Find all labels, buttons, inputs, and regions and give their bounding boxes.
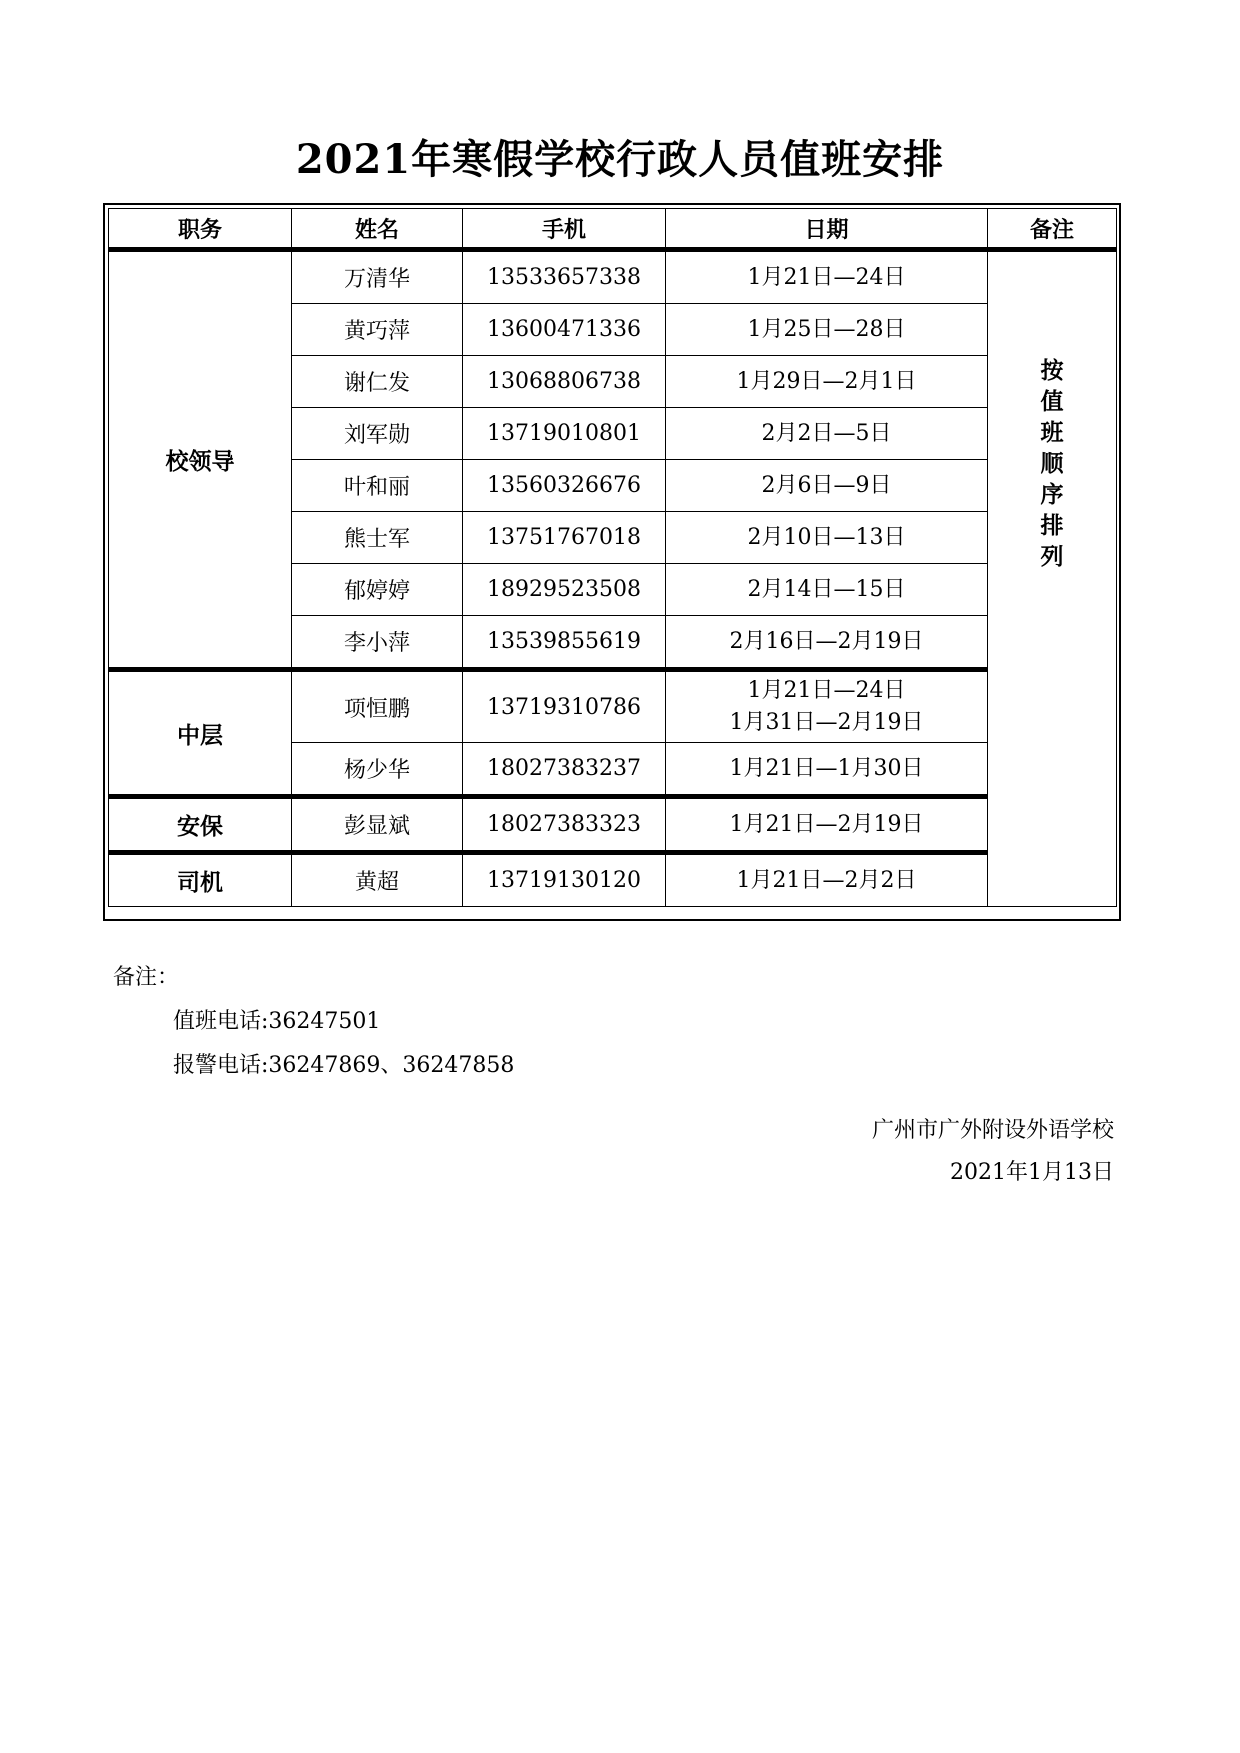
phone-cell: 18929523508 — [463, 564, 666, 616]
date-cell — [666, 250, 988, 304]
phone-cell: 13539855619 — [463, 616, 666, 670]
date-line: 2月10日—13日 — [747, 524, 906, 550]
role-cell: 安保 — [109, 797, 292, 853]
table-row — [109, 797, 1117, 853]
notes-section — [113, 956, 514, 1088]
signature-org: 广州市广外附设外语学校 — [871, 1118, 1114, 1143]
phone-cell: 13600471336 — [463, 304, 666, 356]
name-cell: 熊士军 — [292, 512, 463, 564]
date-line: 1月29日—2月1日 — [736, 368, 917, 394]
date-line: 1月21日—2月2日 — [736, 867, 917, 893]
date-cell — [666, 408, 988, 460]
name-cell: 李小萍 — [292, 616, 463, 670]
phone-cell: 13068806738 — [463, 356, 666, 408]
role-cell: 中层 — [109, 670, 292, 797]
phone-cell: 13719010801 — [463, 408, 666, 460]
name-cell: 郁婷婷 — [292, 564, 463, 616]
name-cell: 杨少华 — [292, 743, 463, 797]
date-line: 1月21日—24日 — [747, 264, 906, 290]
date-line: 2月14日—15日 — [747, 576, 906, 602]
remark-char: 列 — [1040, 543, 1064, 570]
name-cell: 刘军勋 — [292, 408, 463, 460]
phone-cell: 18027383323 — [463, 797, 666, 853]
notes-label: 备注： — [113, 965, 180, 990]
role-cell: 校领导 — [109, 250, 292, 670]
date-line: 1月21日—2月19日 — [729, 811, 924, 837]
signature-block — [872, 1110, 1114, 1194]
date-cell — [666, 853, 988, 907]
header-name: 姓名 — [292, 209, 463, 250]
role-cell: 司机 — [109, 853, 292, 907]
signature-date: 2021年1月13日 — [950, 1160, 1114, 1185]
date-cell — [666, 616, 988, 670]
table-row — [109, 250, 1117, 304]
name-cell: 彭显斌 — [292, 797, 463, 853]
date-cell — [666, 356, 988, 408]
header-phone: 手机 — [463, 209, 666, 250]
phone-cell: 13533657338 — [463, 250, 666, 304]
name-cell: 谢仁发 — [292, 356, 463, 408]
name-cell: 万清华 — [292, 250, 463, 304]
header-remark: 备注 — [988, 209, 1117, 250]
date-line: 2月16日—2月19日 — [729, 628, 924, 654]
remark-char: 顺 — [1040, 450, 1064, 477]
date-cell — [666, 304, 988, 356]
remark-char: 值 — [1040, 388, 1064, 415]
remark-char: 排 — [1040, 512, 1064, 539]
date-cell — [666, 797, 988, 853]
phone-cell: 13560326676 — [463, 460, 666, 512]
header-date: 日期 — [666, 209, 988, 250]
date-cell — [666, 564, 988, 616]
remark-char: 序 — [1040, 481, 1064, 508]
date-cell — [666, 670, 988, 743]
table-header-row — [109, 209, 1117, 250]
phone-cell: 18027383237 — [463, 743, 666, 797]
duty-phone: 值班电话:36247501 — [173, 1009, 381, 1034]
name-cell: 黄巧萍 — [292, 304, 463, 356]
name-cell: 叶和丽 — [292, 460, 463, 512]
name-cell: 黄超 — [292, 853, 463, 907]
header-role: 职务 — [109, 209, 292, 250]
date-line: 1月25日—28日 — [747, 316, 906, 342]
table-row — [109, 670, 1117, 743]
date-line: 1月31日—2月19日 — [729, 710, 924, 735]
remark-char: 班 — [1040, 419, 1064, 446]
remark-cell — [988, 250, 1117, 907]
table-row — [109, 853, 1117, 907]
date-line: 1月21日—1月30日 — [729, 755, 924, 781]
duty-schedule-table — [108, 208, 1117, 907]
date-cell — [666, 460, 988, 512]
remark-char: 按 — [1040, 357, 1064, 384]
table-body — [109, 250, 1117, 907]
date-line: 2月2日—5日 — [761, 420, 892, 446]
name-cell: 项恒鹏 — [292, 670, 463, 743]
alarm-phone: 报警电话:36247869、36247858 — [173, 1053, 515, 1078]
date-line: 2月6日—9日 — [761, 472, 892, 498]
date-line: 1月21日—24日 — [747, 678, 906, 703]
page-title: 2021年寒假学校行政人员值班安排 — [295, 136, 945, 183]
phone-cell: 13719130120 — [463, 853, 666, 907]
date-cell — [666, 743, 988, 797]
phone-cell: 13751767018 — [463, 512, 666, 564]
date-cell — [666, 512, 988, 564]
phone-cell: 13719310786 — [463, 670, 666, 743]
